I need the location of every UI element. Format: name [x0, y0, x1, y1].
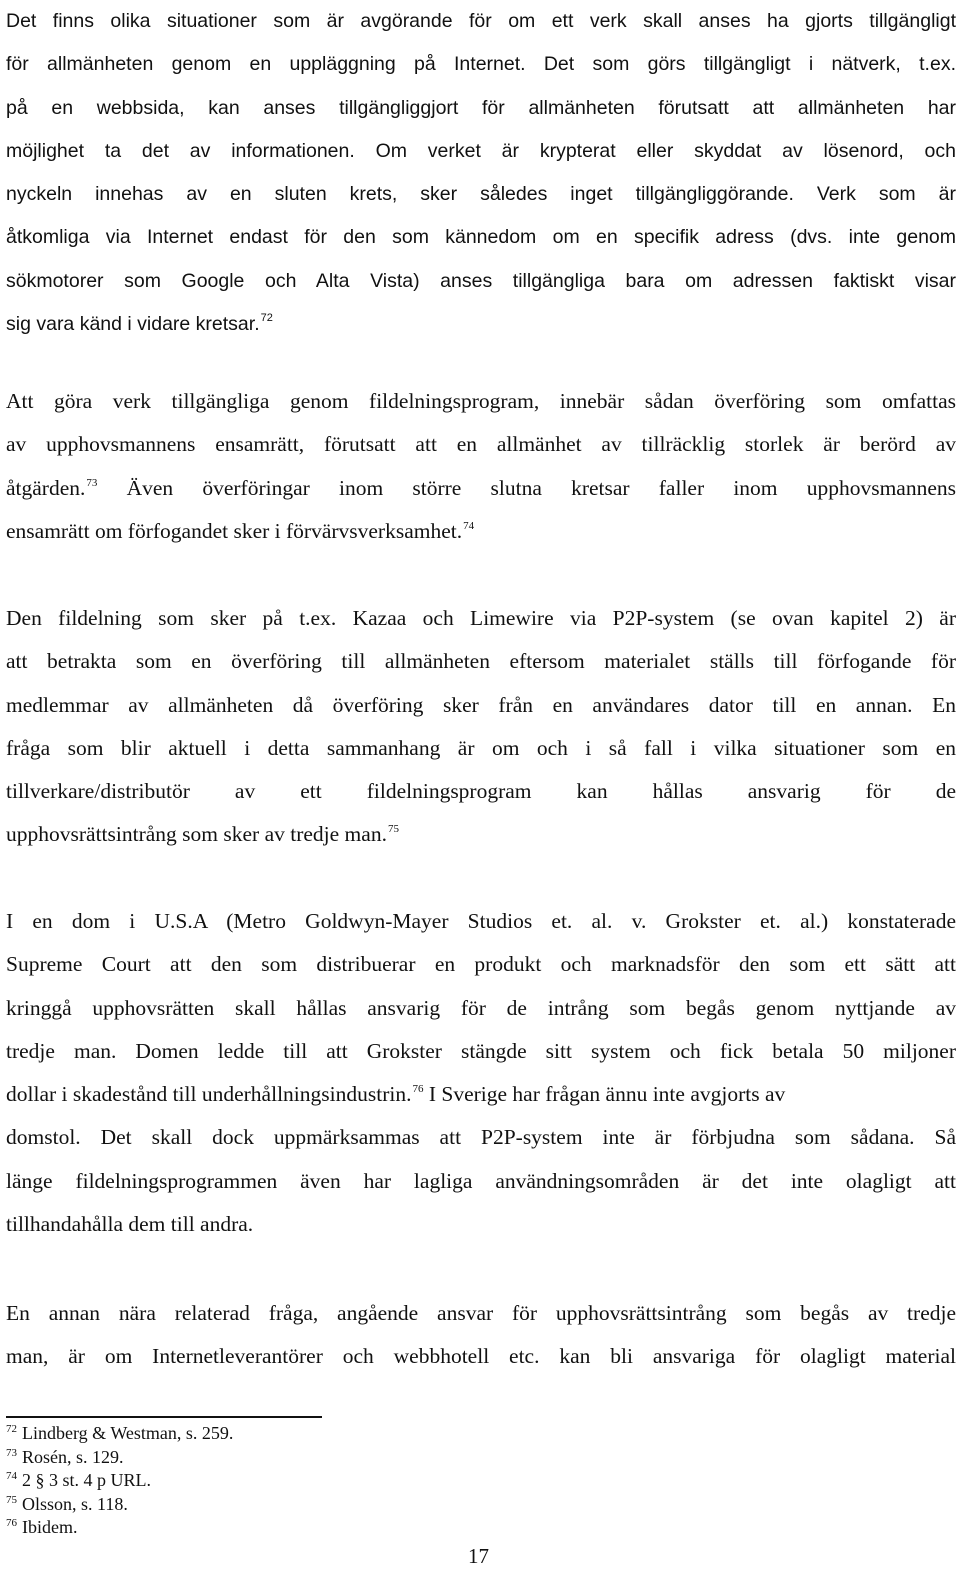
text-fragment: åtgärden. [6, 475, 86, 500]
footnote-text: Ibidem. [22, 1517, 78, 1537]
text-fragment: Även överföringar inom större slutna kretsar faller inom upphovsmannens [97, 475, 956, 500]
paragraph-2 [6, 380, 956, 553]
text-line [6, 303, 956, 346]
text-line [6, 467, 956, 510]
text-line: för allmänheten genom en uppläggning på Internet. Det som görs tillgängligt i nätverk, t.ex. [6, 53, 956, 76]
text-line: tillverkare/distributör av ett fildelningsprogram kan hållas ansvarig för de [6, 779, 956, 804]
footnote-ref: 73 [86, 476, 98, 489]
footnote-ref: 74 [463, 519, 475, 532]
text-line: I en dom i U.S.A (Metro Goldwyn-Mayer Studios et. al. v. Grokster et. al.) konstaterade [6, 909, 956, 933]
footnote-ref: 75 [387, 823, 399, 836]
paragraph-1 [6, 0, 956, 346]
text-line: att betrakta som en överföring till allmänheten eftersom materialet ställs till förfogande för [6, 649, 956, 674]
footnotes [6, 1422, 606, 1540]
text-fragment: I Sverige har frågan ännu inte avgjorts av [423, 1082, 786, 1107]
text-line: Den fildelning som sker på t.ex. Kazaa och Limewire via P2P-system (se ovan kapitel 2) är [6, 606, 956, 630]
footnote: 76 Ibidem. [6, 1517, 78, 1537]
text-fragment: dollar i skadestånd till underhållningsindustrin. [6, 1082, 412, 1107]
footnote-ref: 72 [260, 312, 273, 325]
text-line [6, 813, 956, 856]
footnote-separator [6, 1416, 322, 1418]
text-fragment: ensamrätt om förfogandet sker i förvärvsverksamhet. [6, 518, 463, 543]
text-line [6, 1073, 956, 1116]
footnote: 72 Lindberg & Westman, s. 259. [6, 1423, 234, 1443]
text-line: länge fildelningsprogrammen även har lagliga användningsområden är det inte olagligt att [6, 1168, 956, 1193]
text-line: sökmotorer som Google och Alta Vista) anses tillgängliga bara om adressen faktiskt visar [6, 269, 956, 292]
text-line: En annan nära relaterad fråga, angående ansvar för upphovsrättsintrång som begås av tredje [6, 1301, 956, 1325]
text-line: medlemmar av allmänheten då överföring sker från en användares dator till en annan. En [6, 692, 956, 717]
text-line: tillhandahålla dem till andra. [6, 1212, 254, 1237]
text-line: man, är om Internetleverantörer och webbhotell etc. kan bli ansvariga för olagligt material [6, 1344, 956, 1369]
footnote: 74 2 § 3 st. 4 p URL. [6, 1470, 152, 1490]
footnote-text: Rosén, s. 129. [22, 1446, 124, 1467]
text-line: av upphovsmannens ensamrätt, förutsatt att en allmänhet av tillräcklig storlek är berörd av [6, 432, 956, 457]
text-line: domstol. Det skall dock uppmärksammas att P2P-system inte är förbjudna som sådana. Så [6, 1125, 956, 1150]
page-number: 17 [468, 1544, 489, 1568]
text-fragment: sig vara känd i vidare kretsar. [6, 313, 260, 336]
footnote-text: Olsson, s. 118. [22, 1493, 128, 1514]
text-line: på en webbsida, kan anses tillgängliggjort för allmänheten förutsatt att allmänheten har [6, 96, 956, 119]
text-line: möjlighet ta det av informationen. Om verket är krypterat eller skyddat av lösenord, och [6, 139, 956, 162]
text-line: Supreme Court att den som distribuerar en produkt och marknadsför den som ett sätt att [6, 952, 956, 977]
paragraph-4 [6, 900, 956, 1246]
footnote: 75 Olsson, s. 118. [6, 1493, 128, 1514]
text-line: Det finns olika situationer som är avgörande för om ett verk skall anses ha gjorts tillgängligt [6, 10, 956, 32]
footnote-ref: 76 [412, 1083, 424, 1096]
text-line: tredje man. Domen ledde till att Grokster stängde sitt system och fick betala 50 miljoner [6, 1038, 956, 1063]
text-line: fråga som blir aktuell i detta sammanhang är om och i så fall i vilka situationer som en [6, 735, 956, 760]
text-line [6, 510, 956, 553]
footnote-text: 2 § 3 st. 4 p URL. [22, 1470, 152, 1490]
text-line: Att göra verk tillgängliga genom fildelningsprogram, innebär sådan överföring som omfattas [6, 389, 956, 413]
paragraph-3 [6, 597, 956, 857]
text-fragment: upphovsrättsintrång som sker av tredje man. [6, 822, 387, 847]
text-line: åtkomliga via Internet endast för den som kännedom om en specifik adress (dvs. inte genom [6, 226, 956, 249]
text-line: nyckeln innehas av en sluten krets, sker således inget tillgängliggörande. Verk som är [6, 183, 956, 206]
text-line: kringgå upphovsrätten skall hållas ansvarig för de intrång som begås genom nyttjande av [6, 995, 956, 1020]
footnote-text: Lindberg & Westman, s. 259. [22, 1423, 234, 1443]
paragraph-5 [6, 1292, 956, 1379]
footnote: 73 Rosén, s. 129. [6, 1446, 124, 1467]
